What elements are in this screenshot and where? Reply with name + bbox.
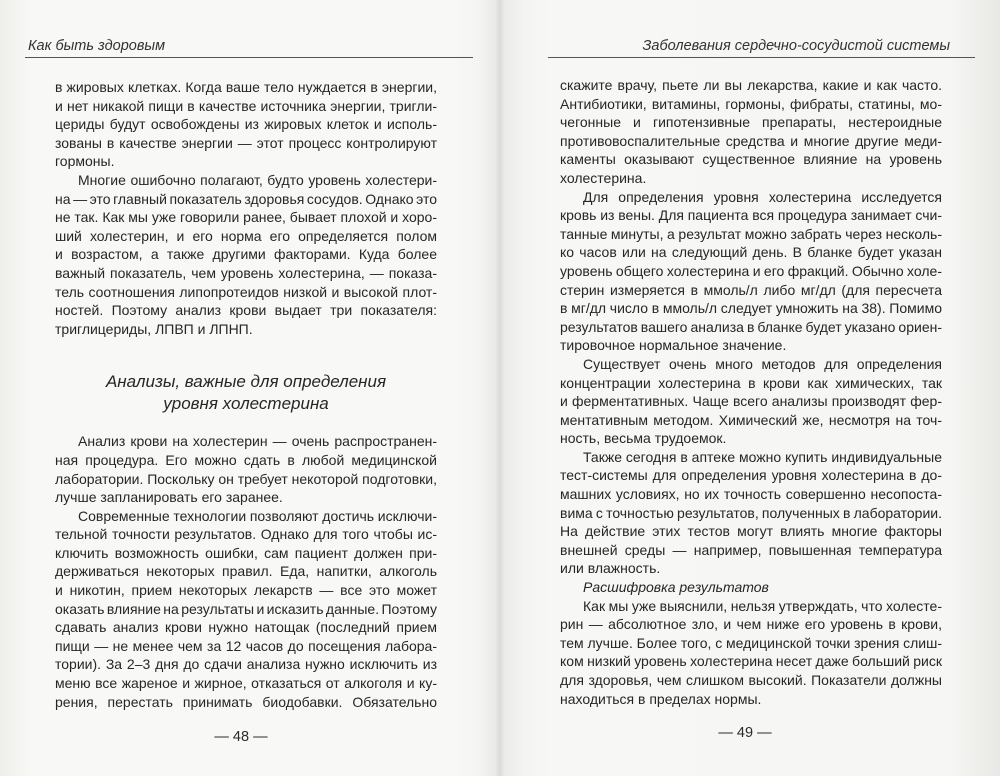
page-text [560, 76, 942, 708]
text-line: внешней среды — например, повышенная температура [560, 541, 942, 558]
text-line: ность, весьма трудоемок. [560, 430, 727, 447]
text-line: ключить возможность ошибки, сам пациент должен при- [55, 544, 437, 561]
text-line: танные минуты, а результат можно забрать через несколь- [560, 225, 942, 242]
section-heading [55, 371, 437, 415]
text-line: Современные технологии позволяют достичь исключи- [78, 507, 437, 524]
text-line: ший холестерин, и его норма его определяется полом [55, 227, 437, 244]
paragraph [560, 597, 942, 709]
paragraph [55, 507, 437, 712]
paragraph [560, 448, 942, 578]
page-number: — 49 — [718, 725, 772, 741]
text-line: На действие этих тестов могут влиять многие факторы [560, 523, 942, 540]
text-line: Антибиотики, витамины, гормоны, фибраты, статины, мо- [560, 95, 942, 112]
text-line: меню все жареное и жирное, отказаться от алкоголя и ку- [55, 675, 437, 692]
text-line: тель соотношения липопротеидов низкой и высокой плот- [55, 283, 437, 300]
text-line: ментативным методом. Химический же, несмотря на точ- [560, 411, 942, 428]
text-line: Многие ошибочно полагают, будто уровень холестери- [78, 171, 437, 188]
text-line: или влажность. [560, 560, 661, 577]
text-line: тировочное нормальное значение. [560, 337, 787, 354]
right-page [500, 0, 1000, 776]
text-line: рин — абсолютное зло, и чем ниже его уровень в крови, [560, 616, 942, 633]
text-line: стерин измеряется в ммоль/л либо мг/дл (для пересчета [560, 281, 942, 298]
text-line: Для определения уровня холестерина исследуется [583, 188, 942, 205]
text-line: в жировых клетках. Когда ваше тело нуждается в энергии, [55, 79, 437, 95]
text-line: противовоспалительные средства и многие другие меди- [560, 132, 942, 149]
text-line: ностей. Поэтому анализ крови выдает три показателя: [55, 302, 437, 319]
text-line: зованы в качестве энергии — этот процесс контролируют [55, 134, 437, 151]
running-head: Заболевания сердечно-сосудистой системы [642, 38, 950, 54]
text-line: лучше запланировать его заранее. [55, 489, 283, 506]
text-line: держиваться некоторых правил. Еда, напитки, алкоголь [55, 563, 437, 580]
heading-line: уровня холестерина [163, 394, 329, 414]
text-line: на — это главный показатель здоровья сосудов. Однако это [55, 190, 437, 207]
paragraph [560, 188, 942, 355]
paragraph [55, 432, 437, 506]
text-line: не так. Как мы уже говорили ранее, бывает плохой и хоро- [55, 209, 437, 226]
text-line: лаборатории. Поскольку он требует некоторой подготовки, [55, 470, 437, 487]
text-line: тест-системы для определения уровня холестерина в до- [560, 467, 942, 484]
header-rule [25, 57, 473, 58]
text-line: холестерина. [560, 169, 647, 186]
text-line: кровь из вены. Для пациента вся процедура занимает счи- [560, 207, 942, 224]
subsection-heading [560, 578, 942, 597]
text-line: в мг/дл число в ммоль/л следует умножить на 38). Помимо [560, 300, 942, 317]
text-line: рения, перестать принимать биодобавки. Обязательно [55, 693, 437, 710]
paragraph [55, 171, 437, 338]
heading-line: Расшифровка результатов [583, 579, 769, 596]
text-line: чегонные и гипотензивные препараты, нестероидные [560, 114, 942, 131]
page-text [55, 78, 437, 711]
text-line: скажите врачу, пьете ли вы лекарства, какие и как часто. [560, 77, 942, 93]
page-number: — 48 — [214, 729, 268, 745]
text-line: гормоны. [55, 153, 115, 170]
text-line: тории). За 2–3 дня до сдачи анализа нужно исключить из [55, 656, 437, 673]
text-line: цериды будут освобождены из жировых клеток и исполь- [55, 116, 437, 133]
text-line: находиться в пределах нормы. [560, 690, 762, 707]
text-line: тельной точности результатов. Однако для того чтобы ис- [55, 526, 437, 543]
text-line: и ферментативных. Чаще всего анализы производят фер- [560, 393, 942, 410]
paragraph [55, 78, 437, 171]
paragraph [560, 76, 942, 188]
text-line: Анализ крови на холестерин — очень распространен- [78, 433, 437, 450]
text-line: ко часов или на следующий день. В бланке будет указан [560, 244, 942, 261]
text-line: вима с точностью результатов, полученных в лаборатории. [560, 504, 942, 521]
text-line: каменты оказывают существенное влияние на уровень [560, 151, 942, 168]
paragraph [560, 355, 942, 448]
text-line: сдавать анализ крови нужно натощак (последний прием [55, 619, 437, 636]
heading-line: Анализы, важные для определения [105, 372, 387, 392]
running-head: Как быть здоровым [28, 38, 166, 54]
text-line: Как мы уже выяснили, нельзя утверждать, что холесте- [583, 597, 942, 614]
text-line: оказать влияние на результаты и исказить данные. Поэтому [55, 600, 438, 617]
text-line: машних условиях, но их точность совершенно несопоста- [560, 486, 942, 503]
text-line: тем лучше. Более того, с медицинской точки зрения слиш- [560, 634, 942, 651]
text-line: Существует очень много методов для определения [583, 355, 942, 372]
text-line: результатов вашего анализа в бланке будет указано ориен- [560, 318, 943, 335]
text-line: триглицериды, ЛПВП и ЛПНП. [55, 320, 253, 337]
text-line: и возрастом, а также другими факторами. Куда более [55, 246, 437, 263]
text-line: для здоровья, чем слишком высокий. Показатели должны [560, 672, 942, 688]
text-line: и нет никакой пищи в качестве источника энергии, тригли- [55, 97, 437, 114]
text-line: и никотин, прием некоторых лекарств — все это может [55, 582, 437, 599]
text-line: концентрации холестерина в крови как химических, так [560, 374, 942, 391]
text-line: важный показатель, чем уровень холестерина, — показа- [55, 264, 437, 281]
header-rule [548, 57, 975, 58]
text-line: ная процедура. Его можно сдать в любой медицинской [55, 451, 437, 468]
text-line: ком низкий уровень холестерина несет даже больший риск [560, 653, 942, 670]
text-line: уровень общего холестерина и его фракций. Обычно холе- [560, 262, 942, 279]
text-line: пищи — не менее чем за 12 часов до посещения лабора- [55, 637, 437, 654]
text-line: Также сегодня в аптеке можно купить индивидуальные [583, 448, 942, 465]
